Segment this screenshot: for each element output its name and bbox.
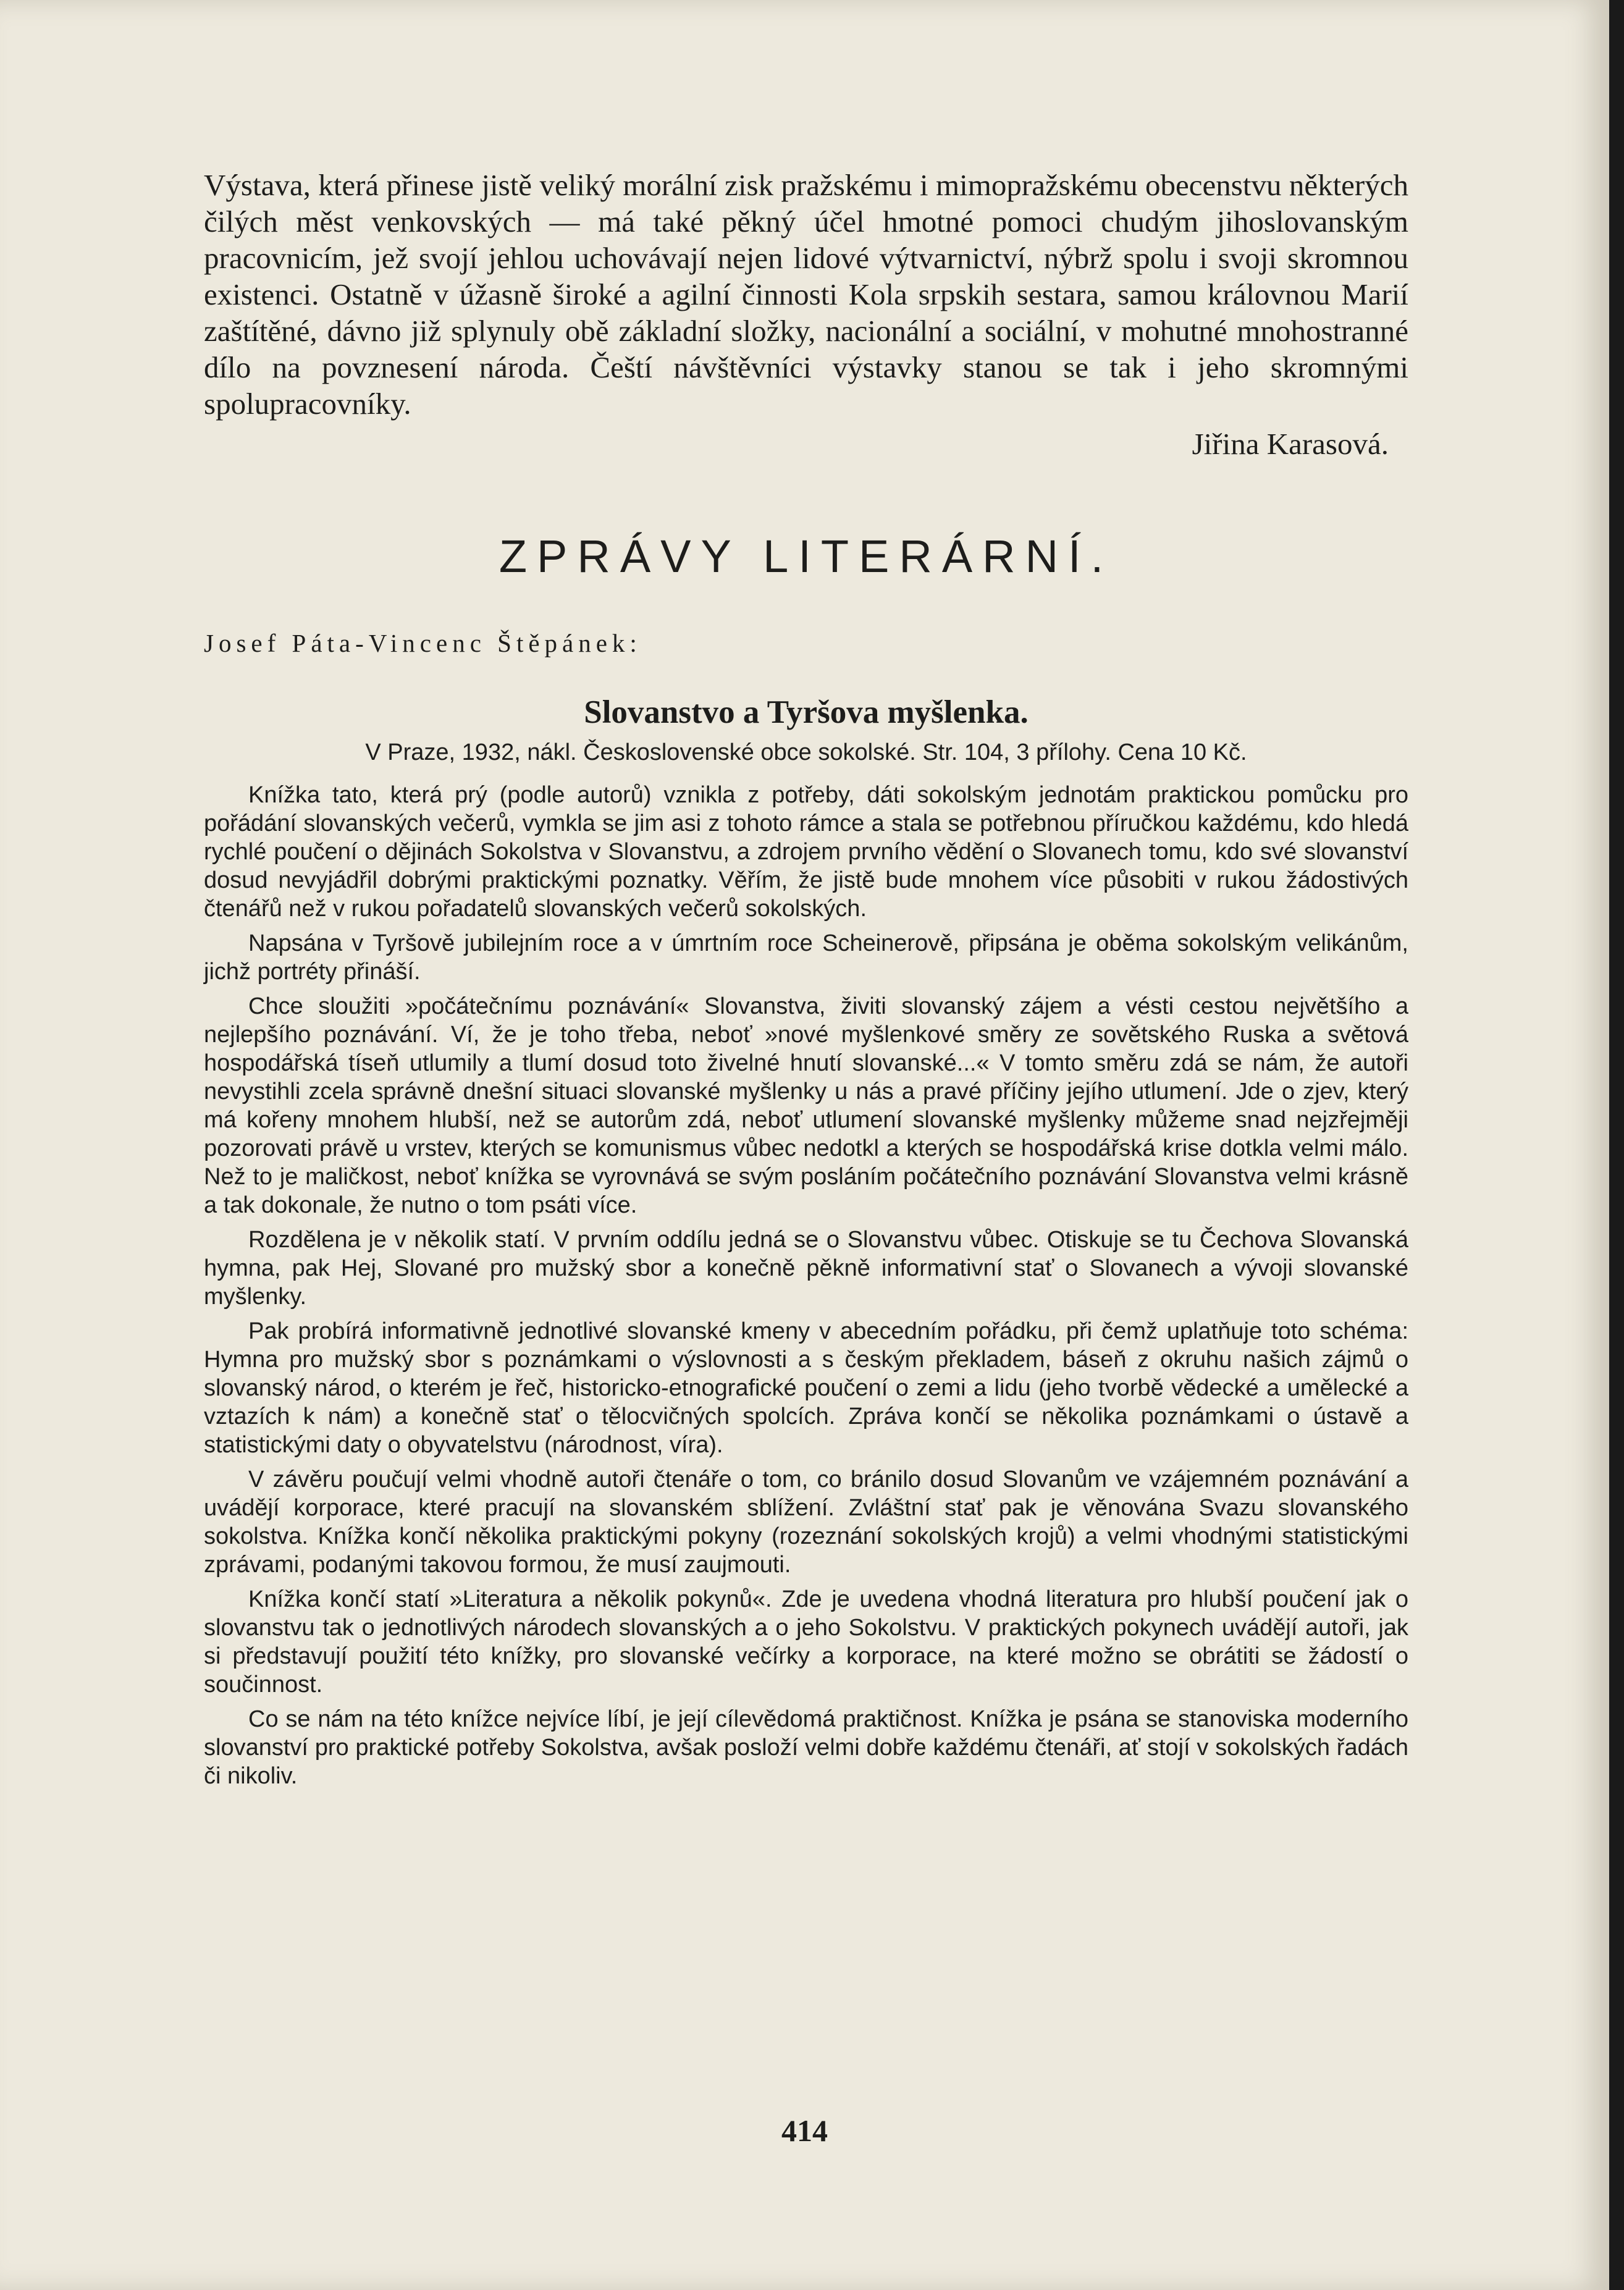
page-content: [204, 167, 1408, 1796]
review-paragraph: Rozdělena je v několik statí. V prvním oddílu jedná se o Slovanstvu vůbec. Otiskuje se tu Čechova Slovanská hymna, pak Hej, Slované pro mužský sbor a konečně pěkně informativní stať o Slovanech a vývoji slovanské myšlenky.: [204, 1227, 1408, 1310]
review-body: [204, 781, 1408, 1790]
review-paragraph: Chce sloužiti »počátečnímu poznávání« Slovanstva, živiti slovanský zájem a vésti cestou největšího a nejlepšího poznávání. Ví, že je toho třeba, neboť »nové myšlenkové směry ze sovětského Ruska a světová hospodářská tíseň utlumily a tlumí dosud toto živelné hnutí slovanské...« V tomto směru zdá se nám, že autoři nevystihli zcela správně dnešní situaci slovanské myšlenky u nás a pravé příčiny jejího utlumení. Jde o zjev, který má kořeny mnohem hlubší, než se autorům zdá, neboť utlumení slovanské myšlenky můžeme snad nejzřejměji pozorovati právě u vrstev, kterých se komunismus vůbec nedotkl a kterých se hospodářská krise dotkla velmi málo. Než to je maličkost, neboť knížka se vyrovnává se svým posláním počátečního poznávání Slovanstva velmi krásně a tak dokonale, že nutno o tom psáti více.: [204, 993, 1408, 1218]
review-paragraph: Knížka končí statí »Literatura a několik pokynů«. Zde je uvedena vhodná literatura pro hlubší poučení jak o slovanstvu tak o jednotlivých národech slovanských a o jeho Sokolstvu. V praktických pokynech uvádějí autoři, jak si představují použití této knížky, pro slovanské večírky a korporace, na které možno se obrátiti se žádostí o součinnost.: [204, 1586, 1408, 1698]
intro-paragraph: Výstava, která přinese jistě veliký morální zisk pražskému i mimopražskému obecenstvu některých čilých měst venkovských — má také pěkný účel hmotné pomoci chudým jihoslovanským pracovnicím, jež svojí jehlou uchovávají nejen lidové výtvarnictví, nýbrž spolu i svoji skromnou existenci. Ostatně v úžasně široké a agilní činnosti Kola srpskih sestara, samou královnou Marií zaštítěné, dávno již splynuly obě základní složky, nacionální a sociální, v mohutné mnohostranné dílo na povznesení národa. Čeští návštěvníci výstavky stanou se tak i jeho skromnými spolupracovníky.: [204, 168, 1408, 421]
page-number: 414: [781, 2113, 828, 2148]
book-bibliography: V Praze, 1932, nákl. Československé obce sokolské. Str. 104, 3 přílohy. Cena 10 Kč.: [365, 739, 1247, 765]
page-edge: [1609, 0, 1624, 2290]
author-signature: Jiřina Karasová.: [1192, 427, 1389, 461]
review-paragraph: V závěru poučují velmi vhodně autoři čtenáře o tom, co bránilo dosud Slovanům ve vzájemném poznávání a uvádějí korporace, které pracují na slovanském sblížení. Zvláštní stať pak je věnována Svazu slovanského sokolstva. Knížka končí několika praktickými pokyny (rozeznání sokolských krojů) a velmi vhodnými statistickými zprávami, podanými takovou formou, že musí zaujmouti.: [204, 1467, 1408, 1578]
review-paragraph: Pak probírá informativně jednotlivé slovanské kmeny v abecedním pořádku, při čemž uplatňuje toto schéma: Hymna pro mužský sbor s poznámkami o výslovnosti a s českým překladem, báseň z okruhu našich zájmů o slovanský národ, o kterém je řeč, historicko-etnografické poučení o zemi a lidu (jeho tvorbě vědecké a umělecké a vztazích k nám) a konečně stať o tělocvičných spolcích. Zpráva končí se několika poznámkami o ústavě a statistickými daty o obyvatelstvu (národnost, víra).: [204, 1318, 1408, 1458]
review-paragraph: Co se nám na této knížce nejvíce líbí, je její cílevědomá praktičnost. Knížka je psána se stanoviska moderního slovanství pro praktické potřeby Sokolstva, avšak posloží velmi dobře každému čtenáři, ať stojí v sokolských řadách či nikoliv.: [204, 1706, 1408, 1789]
review-paragraph: Knížka tato, která prý (podle autorů) vznikla z potřeby, dáti sokolským jednotám praktickou pomůcku pro pořádání slovanských večerů, vymkla se jim asi z tohoto rámce a stala se potřebnou příručkou každému, kdo hledá rychlé poučení o dějinách Sokolstva v Slovanstvu, a zdrojem prvního vědění o Slovanech tomu, kdo své slovanství dosud nevyjádřil dobrými praktickými poznatky. Věřím, že jistě bude mnohem více působiti v rukou žádostivých čtenářů než v rukou pořadatelů slovanských večerů sokolských.: [204, 782, 1408, 922]
review-paragraph: Napsána v Tyršově jubilejním roce a v úmrtním roce Scheinerově, připsána je oběma sokolským velikánům, jichž portréty přináší.: [204, 930, 1408, 985]
book-title: Slovanstvo a Tyršova myšlenka.: [584, 694, 1029, 730]
section-title: ZPRÁVY LITERÁRNÍ.: [499, 531, 1114, 582]
review-authors: Josef Páta-Vincenc Štěpánek:: [204, 629, 642, 657]
